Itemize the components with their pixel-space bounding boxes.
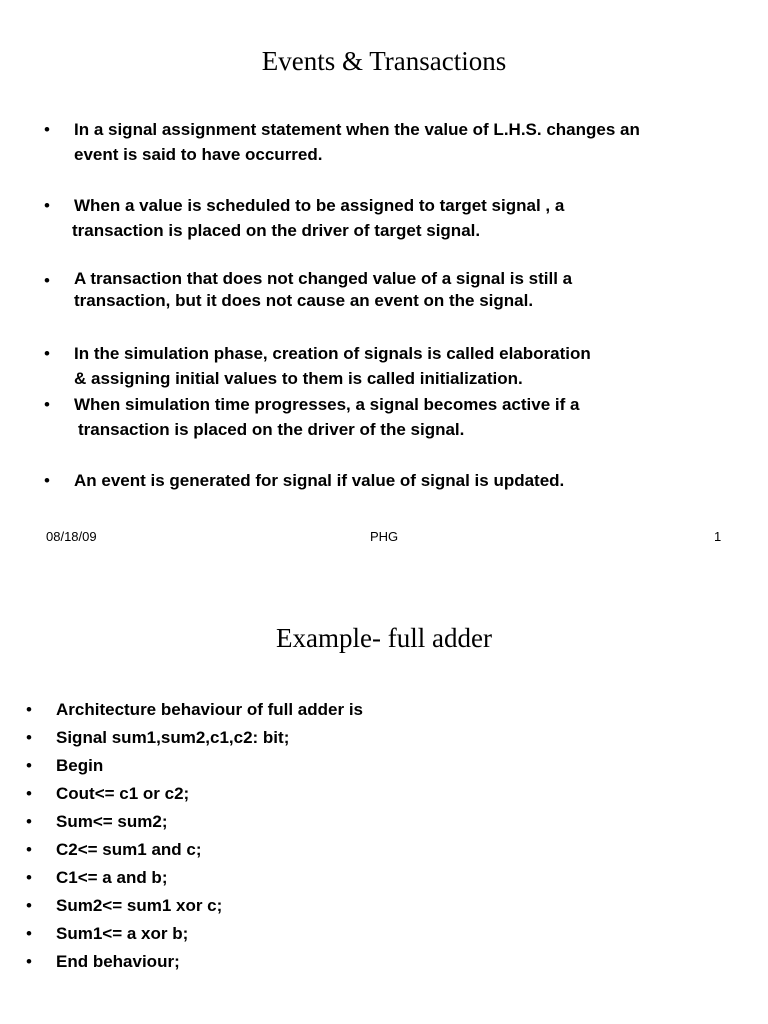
list-item <box>26 696 726 724</box>
list-item <box>26 864 726 892</box>
list-item <box>26 836 726 864</box>
footer-date: 08/18/09 <box>46 529 97 544</box>
list-item <box>44 341 744 391</box>
bullet-icon: • <box>26 756 32 775</box>
bullet-text-line: A transaction that does not changed value of a signal is still a <box>74 269 573 288</box>
bullet-icon: • <box>26 728 32 747</box>
bullet-text-line: & assigning initial values to them is called initialization. <box>74 369 523 388</box>
list-item <box>26 752 726 780</box>
bullet-icon: • <box>44 196 50 215</box>
slide-title: Events & Transactions <box>261 46 507 76</box>
list-item <box>26 920 726 948</box>
bullet-text-line: transaction is placed on the driver of the signal. <box>78 420 465 439</box>
bullet-icon: • <box>44 471 50 490</box>
list-item <box>44 268 744 312</box>
slide-title: Example- full adder <box>276 623 492 653</box>
bullet-text-line: event is said to have occurred. <box>74 145 323 164</box>
bullet-text-line: In the simulation phase, creation of signals is called elaboration <box>74 344 591 363</box>
list-item <box>26 808 726 836</box>
code-line: Signal sum1,sum2,c1,c2: bit; <box>56 728 290 747</box>
bullet-icon: • <box>26 812 32 831</box>
slide-full-adder-example <box>0 600 768 1024</box>
bullet-icon: • <box>26 700 32 719</box>
bullet-icon: • <box>26 784 32 803</box>
footer-author: PHG <box>370 529 399 544</box>
bullet-icon: • <box>26 924 32 943</box>
code-line: C1<= a and b; <box>56 868 168 887</box>
code-line: C2<= sum1 and c; <box>56 840 202 859</box>
bullet-icon: • <box>44 120 50 139</box>
bullet-icon: • <box>26 840 32 859</box>
list-item <box>44 117 744 167</box>
list-item <box>26 948 726 976</box>
bullet-text-line: When simulation time progresses, a signal becomes active if a <box>74 395 580 414</box>
list-item <box>44 193 744 243</box>
bullet-icon: • <box>44 344 50 363</box>
code-line: Begin <box>56 756 104 775</box>
bullet-text-line: When a value is scheduled to be assigned to target signal , a <box>74 196 565 215</box>
list-item <box>26 780 726 808</box>
bullet-text-line: transaction, but it does not cause an event on the signal. <box>74 291 534 310</box>
bullet-icon: • <box>44 395 50 414</box>
bullet-text-line: An event is generated for signal if value of signal is updated. <box>74 471 565 490</box>
bullet-icon: • <box>26 952 32 971</box>
bullet-icon: • <box>26 896 32 915</box>
list-item <box>44 468 744 493</box>
code-line: Architecture behaviour of full adder is <box>56 700 364 719</box>
bullet-icon: • <box>26 868 32 887</box>
list-item <box>44 392 744 442</box>
list-item <box>26 892 726 920</box>
code-line: Sum<= sum2; <box>56 812 168 831</box>
code-line: Sum1<= a xor b; <box>56 924 189 943</box>
code-line: Sum2<= sum1 xor c; <box>56 896 223 915</box>
code-line: Cout<= c1 or c2; <box>56 784 190 803</box>
list-item <box>26 724 726 752</box>
bullet-icon: • <box>44 271 50 290</box>
bullet-text-line: In a signal assignment statement when the value of L.H.S. changes an <box>74 120 640 139</box>
bullet-text-line: transaction is placed on the driver of target signal. <box>72 221 481 240</box>
footer-page-number: 1 <box>714 529 722 544</box>
code-line: End behaviour; <box>56 952 180 971</box>
